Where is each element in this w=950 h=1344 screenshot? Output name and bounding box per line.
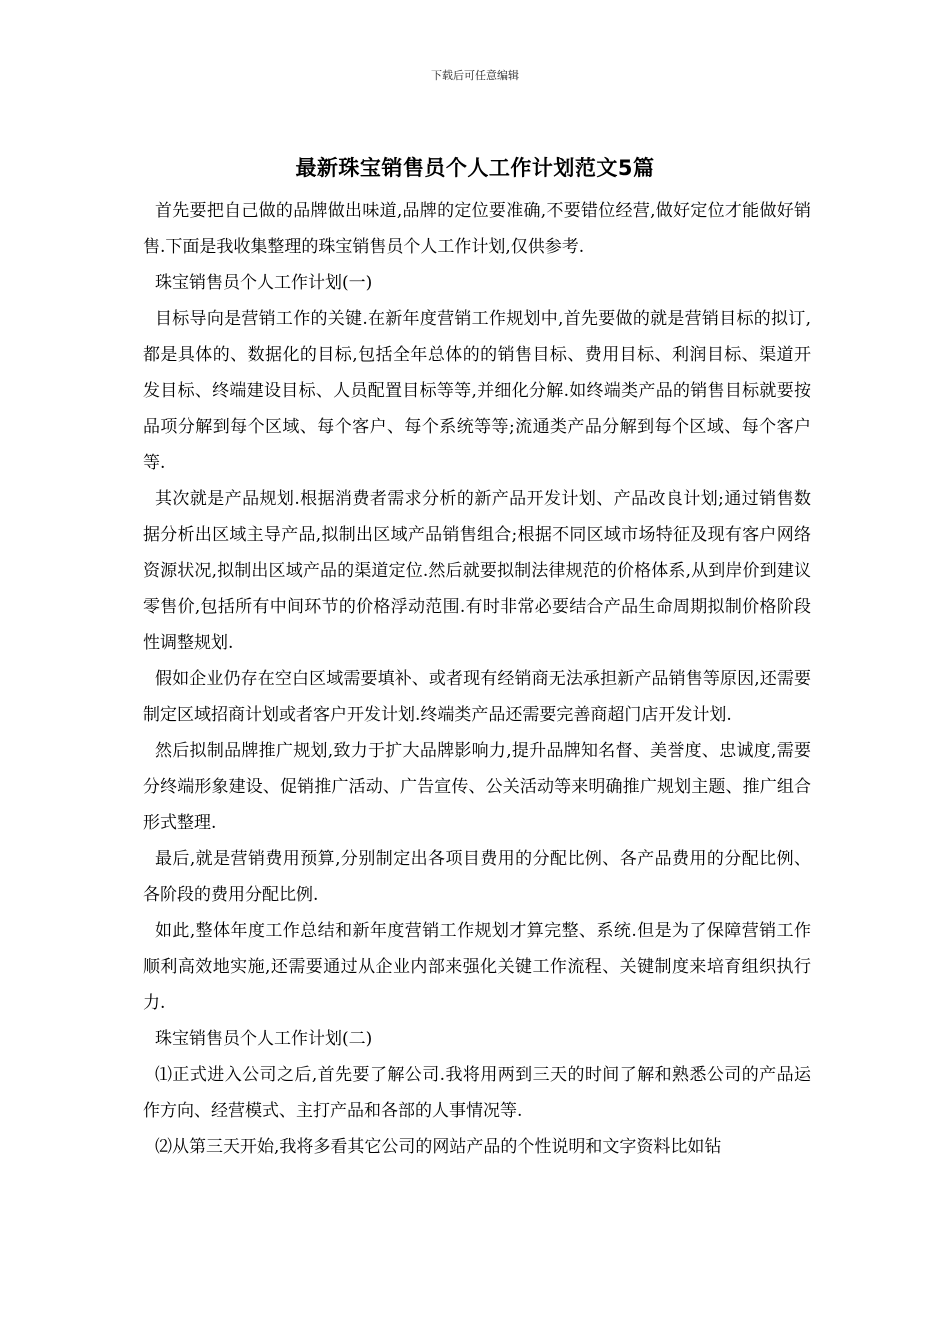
header-note: 下载后可任意编辑 [431,69,519,82]
paragraph: 最后,就是营销费用预算,分别制定出各项目费用的分配比例、各产品费用的分配比例、各阶段的费用分配比例. [143,849,811,905]
paragraph: 目标导向是营销工作的关键.在新年度营销工作规划中,首先要做的就是营销目标的拟订,都是具体的、数据化的目标,包括全年总体的的销售目标、费用目标、利润目标、渠道开发目标、终端建设目标、人员配置目标等等,并细化分解.如终端类产品的销售目标就要按品项分解到每个区域、每个客户、每个系统等等;流通类产品分解到每个区域、每个客户等. [143,309,811,473]
paragraph-intro: 首先要把自己做的品牌做出味道,品牌的定位要准确,不要错位经营,做好定位才能做好销售.下面是我收集整理的珠宝销售员个人工作计划,仅供参考. [143,201,811,257]
section-heading-2: 珠宝销售员个人工作计划(二) [155,1029,373,1049]
paragraph: 假如企业仍存在空白区域需要填补、或者现有经销商无法承担新产品销售等原因,还需要制定区域招商计划或者客户开发计划.终端类产品还需要完善商超门店开发计划. [143,669,811,725]
paragraph: 其次就是产品规划.根据消费者需求分析的新产品开发计划、产品改良计划;通过销售数据分析出区域主导产品,拟制出区域产品销售组合;根据不同区域市场特征及现有客户网络资源状况,拟制出区域产品的渠道定位.然后就要拟制法律规范的价格体系,从到岸价到建议零售价,包括所有中间环节的价格浮动范围.有时非常必要结合产品生命周期拟制价格阶段性调整规划. [143,489,811,653]
paragraph: ⑵从第三天开始,我将多看其它公司的网站产品的个性说明和文字资料比如钻 [155,1137,722,1157]
paragraph: 如此,整体年度工作总结和新年度营销工作规划才算完整、系统.但是为了保障营销工作顺利高效地实施,还需要通过从企业内部来强化关键工作流程、关键制度来培育组织执行力. [143,921,811,1013]
paragraph: ⑴正式进入公司之后,首先要了解公司.我将用两到三天的时间了解和熟悉公司的产品运作方向、经营模式、主打产品和各部的人事情况等. [143,1065,811,1121]
paragraph: 然后拟制品牌推广规划,致力于扩大品牌影响力,提升品牌知名督、美誉度、忠诚度,需要分终端形象建设、促销推广活动、广告宣传、公关活动等来明确推广规划主题、推广组合形式整理. [143,741,811,833]
document-title: 最新珠宝销售员个人工作计划范文5篇 [295,156,655,180]
section-heading-1: 珠宝销售员个人工作计划(一) [155,273,373,293]
document-body [143,193,811,1165]
